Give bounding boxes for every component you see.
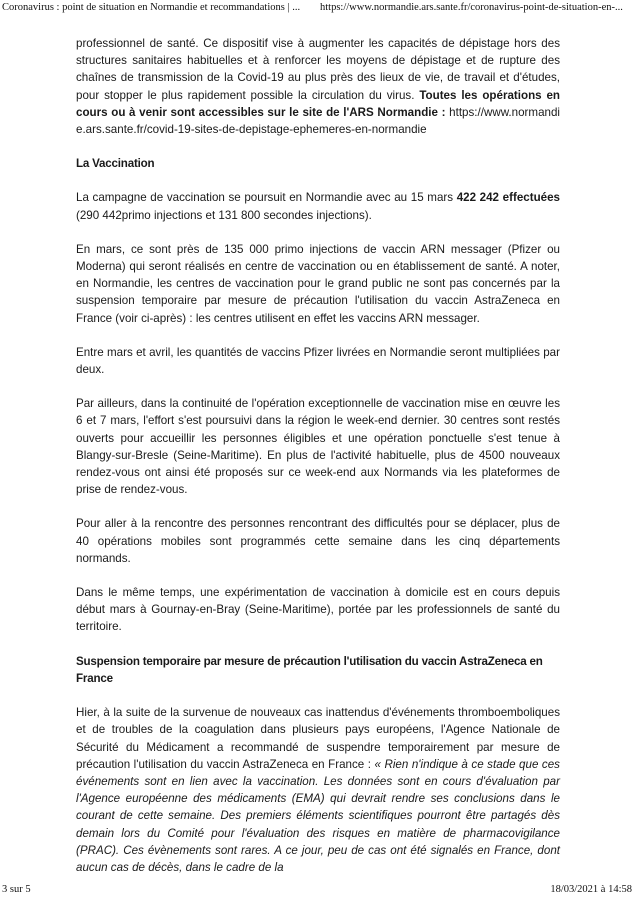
section-heading-vaccination: La Vaccination: [76, 157, 155, 171]
depistage-url-text: https://www.normandie.ars.sante.fr/covid-19-sites-de-depistage-ephemeres-en-normandie: [76, 105, 560, 137]
article-body: [76, 35, 560, 893]
print-header-url: https://www.normandie.ars.sante.fr/coronavirus-point-de-situation-en-...: [320, 2, 623, 13]
print-header-title: Coronavirus : point de situation en Normandie et recommandations | ...: [2, 2, 301, 13]
paragraph-arn-messager: En mars, ce sont près de 135 000 primo injections de vaccin ARN messager (Pfizer ou Moderna) qui seront réalisés en centre de vaccination ou en établissement de santé. A noter, en Normandie, les centres de vaccination pour le grand public ne sont pas concernés par la suspension temporaire par mesure de précaution l'utilisation du vaccin AstraZeneca en France (voir ci-après) : les centres utilisent en effet les vaccins ARN messager.: [76, 242, 560, 325]
print-datetime: 18/03/2021 à 14:58: [550, 884, 632, 895]
paragraph-domicile: Dans le même temps, une expérimentation de vaccination à domicile est en cours depuis début mars à Gournay-en-Bray (Seine-Maritime), portée par les professionnels de santé du territoire.: [76, 586, 560, 634]
paragraph-pfizer: Entre mars et avril, les quantités de vaccins Pfizer livrées en Normandie seront multipliées par deux.: [76, 345, 560, 377]
section-heading-suspension: Suspension temporaire par mesure de précaution l'utilisation du vaccin AstraZeneca en France: [76, 654, 543, 685]
paragraph-week-end: Par ailleurs, dans la continuité de l'opération exceptionnelle de vaccination mise en œuvre les 6 et 7 mars, l'effort s'est poursuivi dans la région le week-end dernier. 30 centres sont restés ouverts pour accueillir les personnes éligibles et une opération ponctuelle s'est tenue à Blangy-sur-Bresle (Seine-Maritime). En plus de l'activité habituelle, plus de 4500 nouveaux rendez-vous ont ainsi été proposés sur ce week-end aux Normands via les plateformes de prise de rendez-vous.: [76, 397, 560, 497]
page-number: 3 sur 5: [2, 884, 31, 895]
print-footer: [0, 884, 636, 898]
print-header: [0, 2, 636, 16]
ansm-quote: « Rien n'indique à ce stade que ces événements sont en lien avec la vaccination. Les données sont en cours d'évaluation par l'Agence européenne des médicaments (EMA) qui devrait rendre ses conclusions dans le courant de cette semaine. Des premiers éléments scientifiques pourront être partagés dès demain lors du Comité pour l'évaluation des risques en matière de pharmacovigilance (PRAC). Ces évènements sont rares. A ce jour, peu de cas ont été signalés en France, dont aucun cas de décès, dans le cadre de la: [76, 757, 560, 874]
paragraph-text: La campagne de vaccination se poursuit en Normandie avec au 15 mars: [76, 191, 457, 205]
paragraph-text: Hier, à la suite de la survenue de nouveaux cas inattendus d'événements thromboemboliques et de troubles de la coagulation dans plusieurs pays européens, l'Agence Nationale de Sécurité du Médicament a recommandé de suspendre temporairement par mesure de précaution l'utilisation du vaccin AstraZeneca en France :: [76, 706, 560, 771]
paragraph-text: (290 442primo injections et 131 800 secondes injections).: [76, 208, 372, 222]
paragraph-text: professionnel de santé. Ce dispositif vise à augmenter les capacités de dépistage hors des structures sanitaires habituelles et à renforcer les moyens de dépistage et de rupture des chaînes de transmission de la Covid-19 au plus près des lieux de vie, de travail et d'études, pour stopper le plus rapidement possible la circulation du virus.: [76, 37, 560, 102]
paragraph-depistage: [76, 35, 560, 138]
paragraph-operations-mobiles: Pour aller à la rencontre des personnes rencontrant des difficultés pour se déplacer, plus de 40 opérations mobiles sont programmés cette semaine dans les cinq départements normands.: [76, 517, 560, 565]
paragraph-ansm: [76, 704, 560, 876]
paragraph-campagne: [76, 189, 560, 223]
operations-note: Toutes les opérations en cours ou à venir sont accessibles sur le site de l'ARS Normandie :: [76, 88, 561, 119]
injections-count: 422 242 effectuées: [456, 191, 560, 205]
